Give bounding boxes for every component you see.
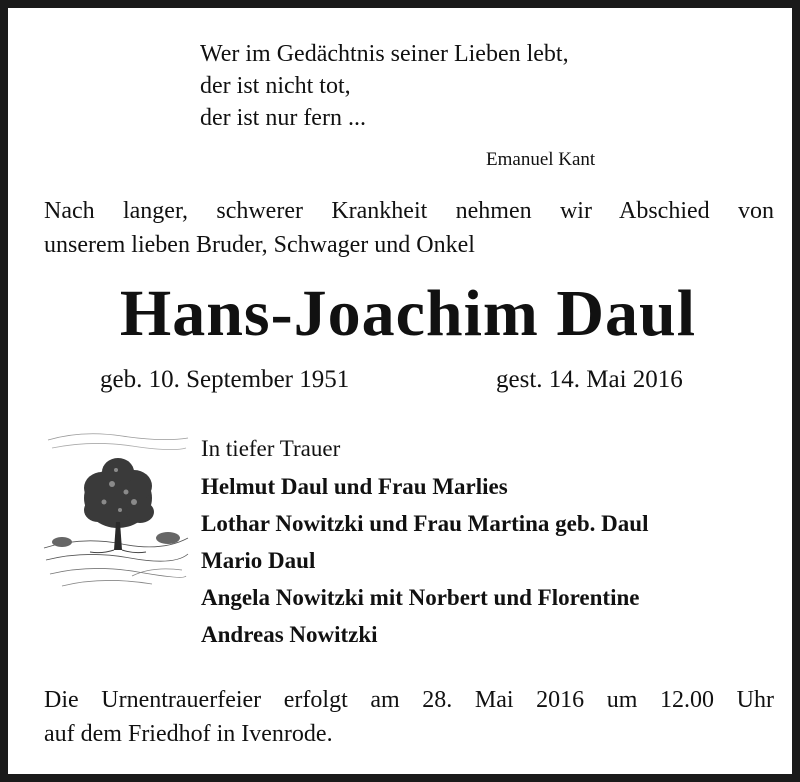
service-line-1: Die Urnentrauerfeier erfolgt am 28. Mai 2016 um 12.00 Uhr: [44, 687, 774, 713]
intro-line-1: Nach langer, schwerer Krankheit nehmen wir Abschied von: [44, 198, 774, 224]
quote-line-2: der ist nicht tot,: [200, 73, 351, 99]
mourner-item: Andreas Nowitzki: [201, 622, 378, 647]
service-text: [44, 683, 774, 751]
mourner-item: Angela Nowitzki mit Norbert und Florentine: [201, 585, 640, 610]
mourning-heading: In tiefer Trauer: [201, 436, 341, 461]
intro-line-2: unserem lieben Bruder, Schwager und Onkel: [44, 232, 475, 258]
deceased-name: Hans-Joachim Daul: [119, 277, 697, 350]
quote-line-1: Wer im Gedächtnis seiner Lieben lebt,: [200, 41, 569, 67]
mourner-item: Helmut Daul und Frau Marlies: [201, 474, 508, 499]
quote-line-3: der ist nur fern ...: [200, 105, 366, 131]
death-date: gest. 14. Mai 2016: [496, 366, 683, 393]
birth-date: geb. 10. September 1951: [100, 366, 350, 393]
service-line-2: auf dem Friedhof in Ivenrode.: [44, 721, 333, 747]
mourner-item: Lothar Nowitzki und Frau Martina geb. Daul: [201, 511, 649, 536]
intro-text: [44, 194, 774, 262]
quote-author: Emanuel Kant: [486, 149, 596, 170]
tree-landscape-icon: [42, 426, 190, 594]
mourner-item: Mario Daul: [201, 548, 316, 573]
